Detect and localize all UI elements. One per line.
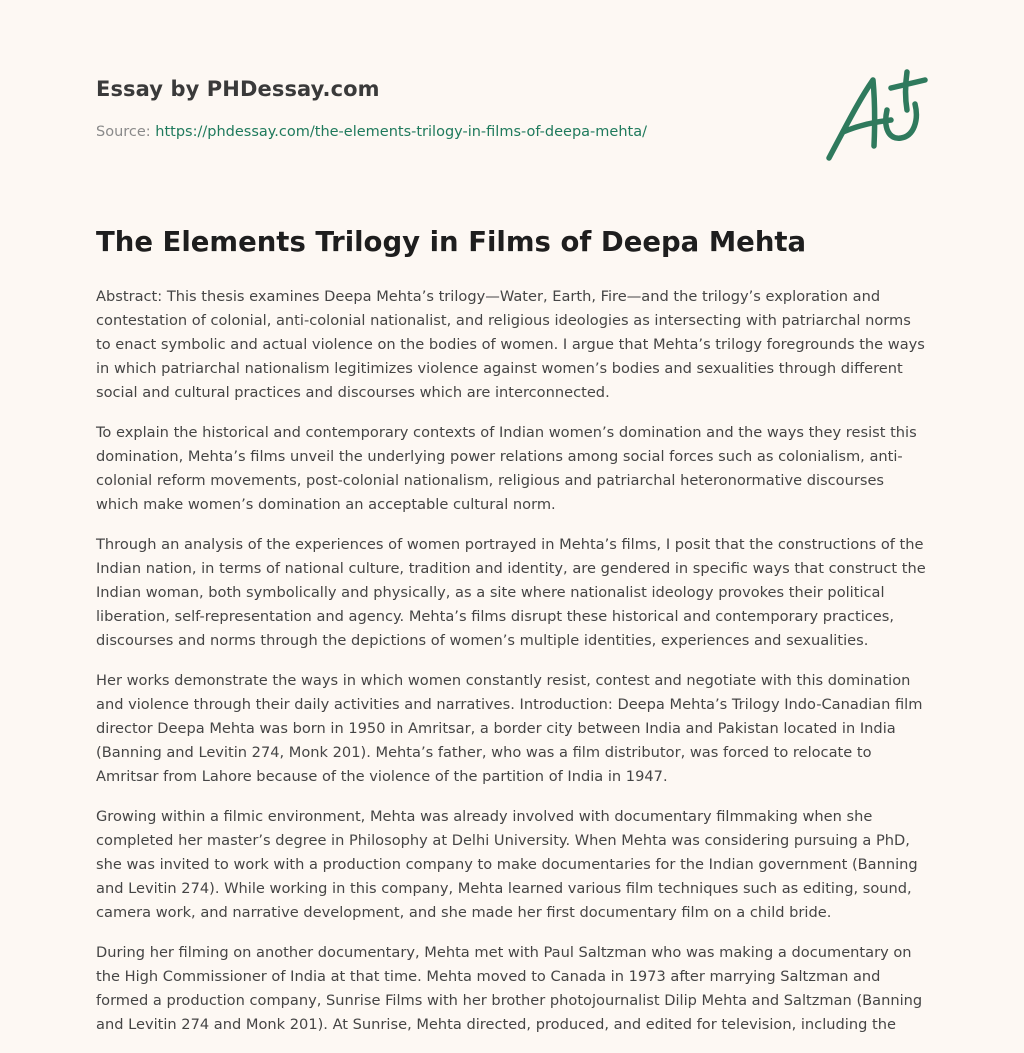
site-brand-title: Essay by PHDessay.com — [96, 77, 380, 101]
essay-paragraph: Growing within a filmic environment, Mehta was already involved with documentary filmmaking when she completed her master’s degree in Philosophy at Delhi University. When Mehta was considering pursuing a PhD, she was invited to work with a production company to make documentaries for the Indian government (Banning and Levitin 274). While working in this company, Mehta learned various film techniques such as editing, sound, camera work, and narrative development, and she made her first documentary film on a child bride. — [96, 808, 918, 921]
essay-paragraph: During her filming on another documentary, Mehta met with Paul Saltzman who was making a documentary on the High Commissioner of India at that time. Mehta moved to Canada in 1973 after marrying Saltzman and formed a production company, Sunrise Films with her brother photojournalist Dilip Mehta and Saltzman (Banning and Levitin 274 and Monk 201). At Sunrise, Mehta directed, produced, and edited for television, including the — [96, 944, 923, 1033]
source-label: Source: — [96, 124, 151, 140]
source-line — [96, 124, 647, 140]
essay-paragraph: To explain the historical and contemporary contexts of Indian women’s domination and the ways they resist this domination, Mehta’s films unveil the underlying power relations among social forces such as colonialism, anti-colonial reform movements, post-colonial nationalism, religious and patriarchal heteronormative discourses which make women’s domination an acceptable cultural norm. — [96, 424, 917, 513]
essay-paragraph: Abstract: This thesis examines Deepa Mehta’s trilogy—Water, Earth, Fire—and the trilogy’s exploration and contestation of colonial, anti-colonial nationalist, and religious ideologies as intersecting with patriarchal norms to enact symbolic and actual violence on the bodies of women. I argue that Mehta’s trilogy foregrounds the ways in which patriarchal nationalism legitimizes violence against women’s bodies and sexualities through different social and cultural practices and discourses which are interconnected. — [96, 288, 925, 401]
essay-title: The Elements Trilogy in Films of Deepa Mehta — [96, 226, 807, 258]
source-link[interactable]: https://phdessay.com/the-elements-trilogy-in-films-of-deepa-mehta/ — [155, 124, 647, 140]
essay-paragraph: Through an analysis of the experiences of women portrayed in Mehta’s films, I posit that the constructions of the Indian nation, in terms of national culture, tradition and identity, are gendered in specific ways that construct the Indian woman, both symbolically and physically, as a site where nationalist ideology provokes their political liberation, self-representation and agency. Mehta’s films disrupt these historical and contemporary practices, discourses and norms through the depictions of women’s multiple identities, experiences and sexualities. — [96, 536, 926, 649]
a-plus-grade-icon — [821, 66, 933, 166]
essay-paragraph: Her works demonstrate the ways in which women constantly resist, contest and negotiate with this domination and violence through their daily activities and narratives. Introduction: Deepa Mehta’s Trilogy Indo-Canadian film director Deepa Mehta was born in 1950 in Amritsar, a border city between India and Pakistan located in India (Banning and Levitin 274, Monk 201). Mehta’s father, who was a film distributor, was forced to relocate to Amritsar from Lahore because of the violence of the partition of India in 1947. — [96, 672, 923, 785]
essay-body — [96, 285, 928, 1053]
